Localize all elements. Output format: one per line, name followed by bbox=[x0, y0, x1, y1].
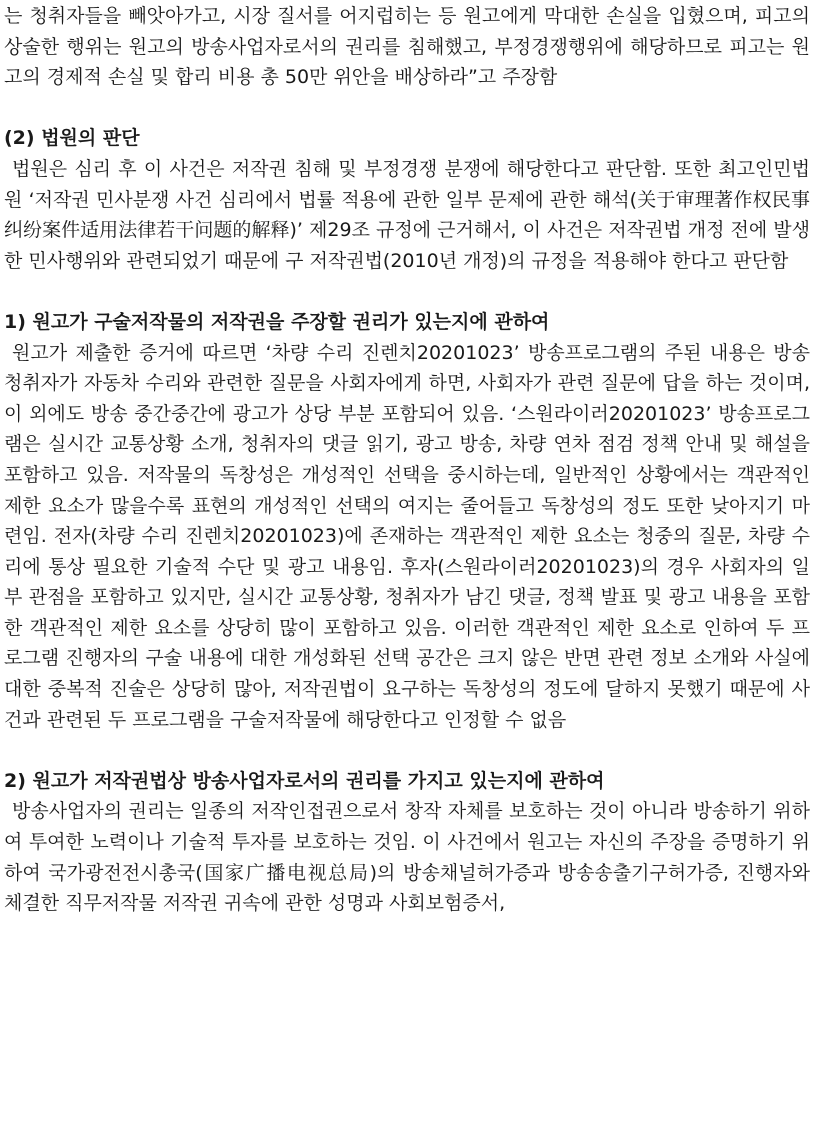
blank-line bbox=[4, 735, 810, 766]
paragraph-oral-work bbox=[4, 338, 810, 736]
paragraph-court-judgment-text: 법원은 심리 후 이 사건은 저작권 침해 및 부정경쟁 분쟁에 해당한다고 판단함. 또한 최고인민법원 ‘저작권 민사분쟁 사건 심리에서 법률 적용에 관한 일부 문제에 관한 해석(关于审理著作权民事纠纷案件适用法律若干问题的解释)’ 제29조 규정에 근거해서, 이 사건은 저작권법 개정 전에 발생한 민사행위와 관련되었기 때문에 구 저작권법(2010년 개정)의 규정을 적용해야 한다고 판단함 bbox=[4, 157, 810, 272]
subsection-heading-broadcaster-rights: 2) 원고가 저작권법상 방송사업자로서의 권리를 가지고 있는지에 관하여 bbox=[4, 769, 605, 792]
paragraph-broadcaster-rights bbox=[4, 796, 810, 918]
subsection-heading-oral-work: 1) 원고가 구술저작물의 저작권을 주장할 권리가 있는지에 관하여 bbox=[4, 310, 550, 333]
paragraph-court-judgment bbox=[4, 154, 810, 276]
blank-line bbox=[4, 93, 810, 124]
paragraph-intro-tail: 는 청취자들을 빼앗아가고, 시장 질서를 어지럽히는 등 원고에게 막대한 손실을 입혔으며, 피고의 상술한 행위는 원고의 방송사업자로서의 권리를 침해했고, 부정경쟁행위에 해당하므로 피고는 원고의 경제적 손실 및 합리 비용 총 50만 위안을 배상하라”고 주장함 bbox=[4, 5, 810, 89]
section-heading-court-judgment: (2) 법원의 판단 bbox=[4, 127, 140, 150]
paragraph-broadcaster-rights-text: 방송사업자의 권리는 일종의 저작인접권으로서 창작 자체를 보호하는 것이 아니라 방송하기 위하여 투여한 노력이나 기술적 투자를 보호하는 것임. 이 사건에서 원고는 자신의 주장을 증명하기 위하여 국가광전전시총국(国家广播电视总局)의 방송채널허가증과 방송송출기구허가증, 진행자와 체결한 직무저작물 저작권 귀속에 관한 성명과 사회보험증서, bbox=[4, 800, 810, 915]
paragraph-oral-work-text: 원고가 제출한 증거에 따르면 ‘차량 수리 진렌치20201023’ 방송프로그램의 주된 내용은 방송 청취자가 자동차 수리와 관련한 질문을 사회자에게 하면, 사회자가 관련 질문에 답을 하는 것이며, 이 외에도 방송 중간중간에 광고가 상당 부분 포함되어 있음. ‘스원라이러20201023’ 방송프로그램은 실시간 교통상황 소개, 청취자의 댓글 읽기, 광고 방송, 차량 연차 점검 정책 안내 및 해설을 포함하고 있음. 저작물의 독창성은 개성적인 선택을 중시하는데, 일반적인 상황에서는 객관적인 제한 요소가 많을수록 표현의 개성적인 선택의 여지는 줄어들고 독창성의 정도 또한 낮아지기 마련임. 전자(차량 수리 진렌치20201023)에 존재하는 객관적인 제한 요소는 청중의 질문, 차량 수리에 통상 필요한 기술적 수단 및 광고 내용임. 후자(스원라이러20201023)의 경우 사회자의 일부 관점을 포함하고 있지만, 실시간 교통상황, 청취자가 남긴 댓글, 정책 발표 및 광고 내용을 포함한 객관적인 제한 요소를 상당히 많이 포함하고 있음. 이러한 객관적인 제한 요소로 인하여 두 프로그램 진행자의 구술 내용에 대한 개성화된 선택 공간은 크지 않은 반면 관련 정보 소개와 사실에 대한 중복적 진술은 상당히 많아, 저작권법이 요구하는 독창성의 정도에 달하지 못했기 때문에 사건과 관련된 두 프로그램을 구술저작물에 해당한다고 인정할 수 없음 bbox=[4, 341, 810, 731]
blank-line bbox=[4, 276, 810, 307]
